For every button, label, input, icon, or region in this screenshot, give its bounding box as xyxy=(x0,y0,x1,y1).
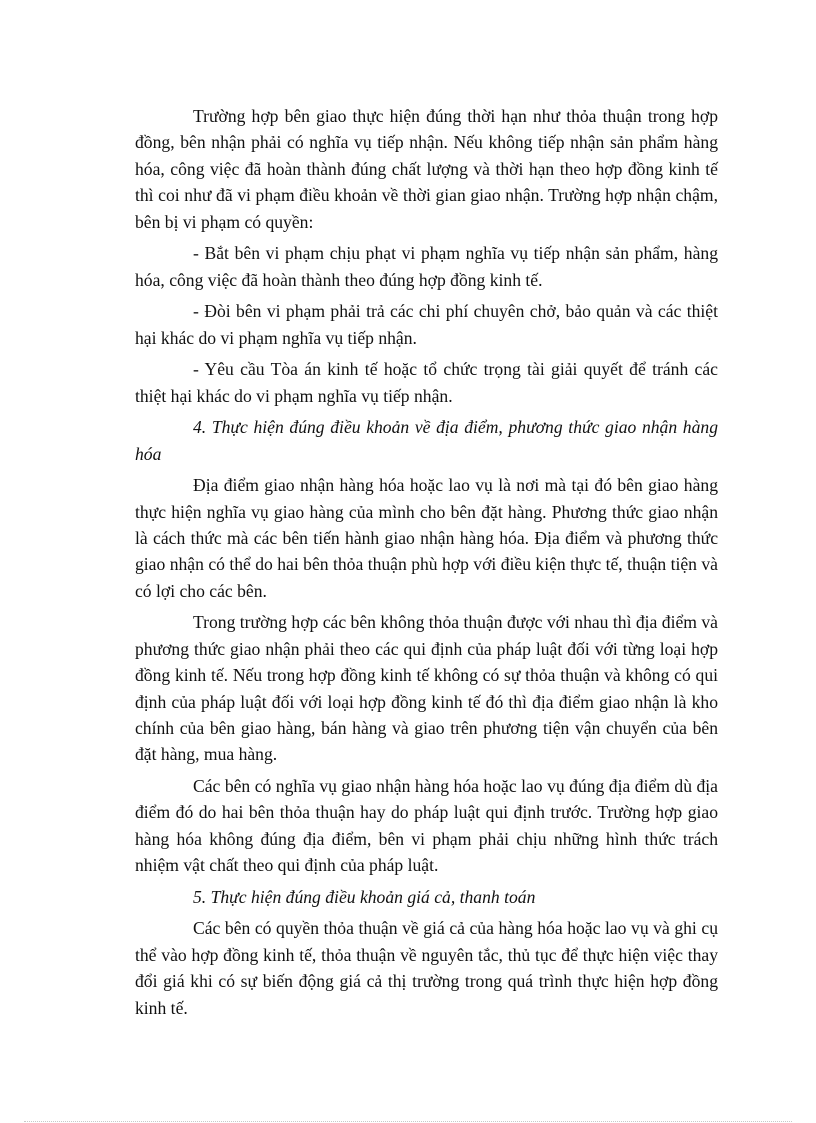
body-paragraph: Các bên có nghĩa vụ giao nhận hàng hóa hoặc lao vụ đúng địa điểm dù địa điểm đó do hai bên thỏa thuận hay do pháp luật qui định trước. Trường hợp giao hàng hóa không đúng địa điểm, bên vi phạm phải chịu những hình thức trách nhiệm vật chất theo qui định của pháp luật. xyxy=(135,776,718,876)
body-paragraph: Trong trường hợp các bên không thỏa thuận được với nhau thì địa điểm và phương thức giao nhận phải theo các qui định của pháp luật đối với từng loại hợp đồng kinh tế. Nếu trong hợp đồng kinh tế không có sự thỏa thuận và không có qui định của pháp luật đối với loại hợp đồng kinh tế đó thì địa điểm giao nhận là kho chính của bên giao hàng, bán hàng và giao trên phương tiện vận chuyển của bên đặt hàng, mua hàng. xyxy=(135,612,718,765)
page-bottom-divider xyxy=(24,1121,792,1122)
list-item-penalty: - Bắt bên vi phạm chịu phạt vi phạm nghĩa vụ tiếp nhận sản phẩm, hàng hóa, công việc đã hoàn thành theo đúng hợp đồng kinh tế. xyxy=(135,243,718,290)
list-item-court-request: - Yêu cầu Tòa án kinh tế hoặc tổ chức trọng tài giải quyết để tránh các thiệt hại khác do vi phạm nghĩa vụ tiếp nhận. xyxy=(135,359,718,406)
list-item-costs: - Đòi bên vi phạm phải trả các chi phí chuyên chở, bảo quản và các thiệt hại khác do vi phạm nghĩa vụ tiếp nhận. xyxy=(135,301,718,348)
document-body xyxy=(135,103,718,1026)
body-paragraph: Trường hợp bên giao thực hiện đúng thời hạn như thỏa thuận trong hợp đồng, bên nhận phải có nghĩa vụ tiếp nhận. Nếu không tiếp nhận sản phẩm hàng hóa, công việc đã hoàn thành đúng chất lượng và thời hạn theo hợp đồng kinh tế thì coi như đã vi phạm điều khoản về thời gian giao nhận. Trường hợp nhận chậm, bên bị vi phạm có quyền: xyxy=(135,106,718,232)
body-paragraph: Các bên có quyền thỏa thuận về giá cả của hàng hóa hoặc lao vụ và ghi cụ thể vào hợp đồng kinh tế, thỏa thuận về nguyên tắc, thủ tục để thực hiện việc thay đổi giá khi có sự biến động giá cả thị trường trong quá trình thực hiện hợp đồng kinh tế. xyxy=(135,918,718,1018)
section-heading-5: 5. Thực hiện đúng điều khoản giá cả, thanh toán xyxy=(193,886,536,907)
section-heading-4: 4. Thực hiện đúng điều khoản về địa điểm, phương thức giao nhận hàng hóa xyxy=(135,417,718,464)
body-paragraph: Địa điểm giao nhận hàng hóa hoặc lao vụ là nơi mà tại đó bên giao hàng thực hiện nghĩa vụ giao hàng của mình cho bên đặt hàng. Phương thức giao nhận là cách thức mà các bên tiến hành giao nhận hàng hóa. Địa điểm và phương thức giao nhận có thể do hai bên thỏa thuận phù hợp với điều kiện thực tế, thuận tiện và có lợi cho các bên. xyxy=(135,475,718,601)
